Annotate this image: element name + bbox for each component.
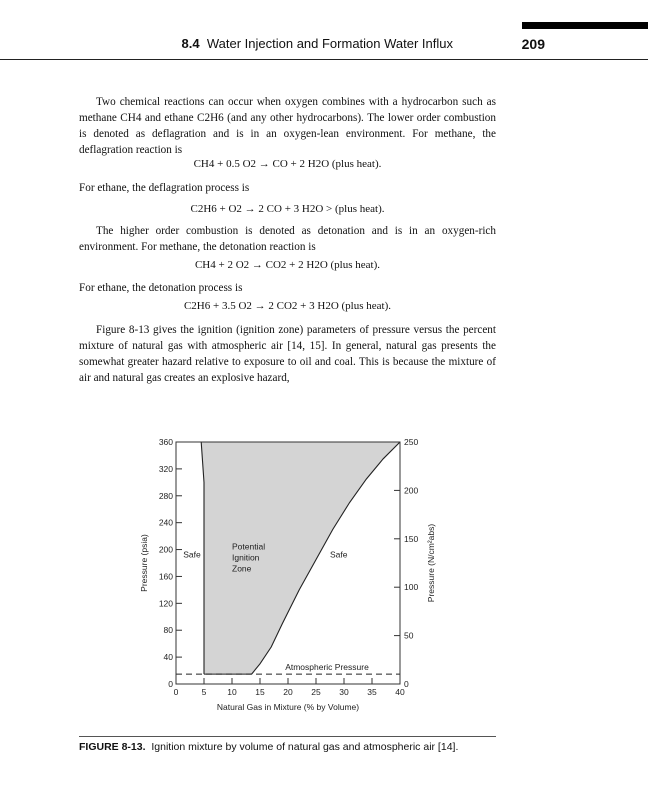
section-title: Water Injection and Formation Water Influx (206, 36, 453, 51)
y-tick-label-0: 0 (168, 679, 173, 689)
caption-text: Ignition mixture by volume of natural gas and atmospheric air [14]. (151, 741, 459, 753)
y2-axis-label: Pressure (N/cm²abs) (426, 523, 436, 603)
paragraph-3-block (79, 223, 496, 255)
y2-tick-label-0: 0 (404, 679, 409, 689)
y-tick-label-280: 280 (158, 490, 173, 501)
safe-left-label: Safe (183, 549, 201, 560)
section-number: 8.4 (181, 36, 200, 51)
equation-1: CH4 + 0.5 O2 → CO + 2 H2O (plus heat). (193, 158, 382, 170)
ignition-chart (128, 404, 468, 734)
y-tick-label-120: 120 (158, 598, 173, 609)
x-tick-label-35: 35 (367, 687, 377, 697)
y-tick-label-360: 360 (158, 437, 173, 447)
caption-rule (79, 736, 496, 737)
y-tick-label-80: 80 (163, 625, 173, 636)
paragraph-5-block (79, 322, 496, 386)
equation-2: C2H6 + O2 → 2 CO + 3 H2O > (plus heat). (190, 203, 385, 215)
header-bar (522, 22, 648, 29)
paragraph-2-block (79, 180, 496, 196)
header-rule (0, 59, 648, 60)
x-tick-label-10: 10 (227, 687, 237, 697)
y-tick-label-320: 320 (158, 463, 173, 474)
safe-right-label: Safe (330, 549, 348, 560)
ignition-zone-label-2: Zone (232, 563, 252, 574)
paragraph-5: Figure 8-13 gives the ignition (ignition zone) parameters of pressure versus the percent mixture of natural gas with atmospheric air [14, 15]. In general, natural gas presents the somewhat greater hazard relative to exposure to oil and coal. This is because the mixture of air and natural gas creates an explosive hazard, (79, 324, 496, 384)
x-tick-label-20: 20 (283, 687, 293, 697)
lean-limit-line (201, 442, 204, 674)
y-tick-label-200: 200 (158, 544, 173, 555)
x-axis-label: Natural Gas in Mixture (% by Volume) (216, 702, 360, 712)
x-tick-label-15: 15 (255, 687, 265, 697)
paragraph-4-block (79, 280, 496, 296)
y2-tick-label-200: 200 (404, 485, 419, 496)
x-tick-label-30: 30 (339, 687, 349, 697)
paragraph-4: For ethane, the detonation process is (79, 282, 243, 294)
y-tick-label-40: 40 (163, 652, 173, 663)
x-tick-label-25: 25 (311, 687, 321, 697)
ignition-zone-label-0: Potential (232, 541, 266, 552)
figure-caption (79, 741, 519, 753)
y2-tick-label-100: 100 (404, 582, 419, 593)
equation-4: C2H6 + 3.5 O2 → 2 CO2 + 3 H2O (plus heat). (183, 300, 392, 312)
y2-tick-label-150: 150 (404, 533, 419, 544)
paragraph-1-block (79, 94, 496, 158)
page-number: 209 (521, 36, 545, 52)
y2-tick-label-250: 250 (404, 437, 419, 447)
paragraph-1: Two chemical reactions can occur when oxygen combines with a hydrocarbon such as methane CH4 and ethane C2H6 (and any other hydrocarbons). The lower order combustion is denoted as deflagration and is in an oxygen-lean environment. For methane, the deflagration reaction is (79, 96, 496, 156)
caption-label: FIGURE 8-13. (79, 741, 146, 753)
y-tick-label-160: 160 (158, 571, 173, 582)
ignition-zone-label-1: Ignition (232, 552, 260, 563)
running-header (0, 36, 545, 56)
atmospheric-pressure-label: Atmospheric Pressure (285, 662, 369, 673)
figure-8-13 (128, 404, 468, 734)
y2-tick-label-50: 50 (404, 630, 414, 641)
y-tick-label-240: 240 (158, 517, 173, 528)
y-axis-label: Pressure (psia) (139, 534, 149, 592)
equation-3: CH4 + 2 O2 → CO2 + 2 H2O (plus heat). (194, 259, 381, 271)
section-heading (182, 36, 453, 51)
x-tick-label-5: 5 (201, 687, 207, 697)
paragraph-2: For ethane, the deflagration process is (79, 182, 250, 194)
paragraph-3: The higher order combustion is denoted as detonation and is in an oxygen-rich environment. For methane, the detonation reaction is (79, 225, 496, 253)
x-tick-label-40: 40 (395, 687, 405, 697)
x-tick-label-0: 0 (173, 687, 179, 697)
